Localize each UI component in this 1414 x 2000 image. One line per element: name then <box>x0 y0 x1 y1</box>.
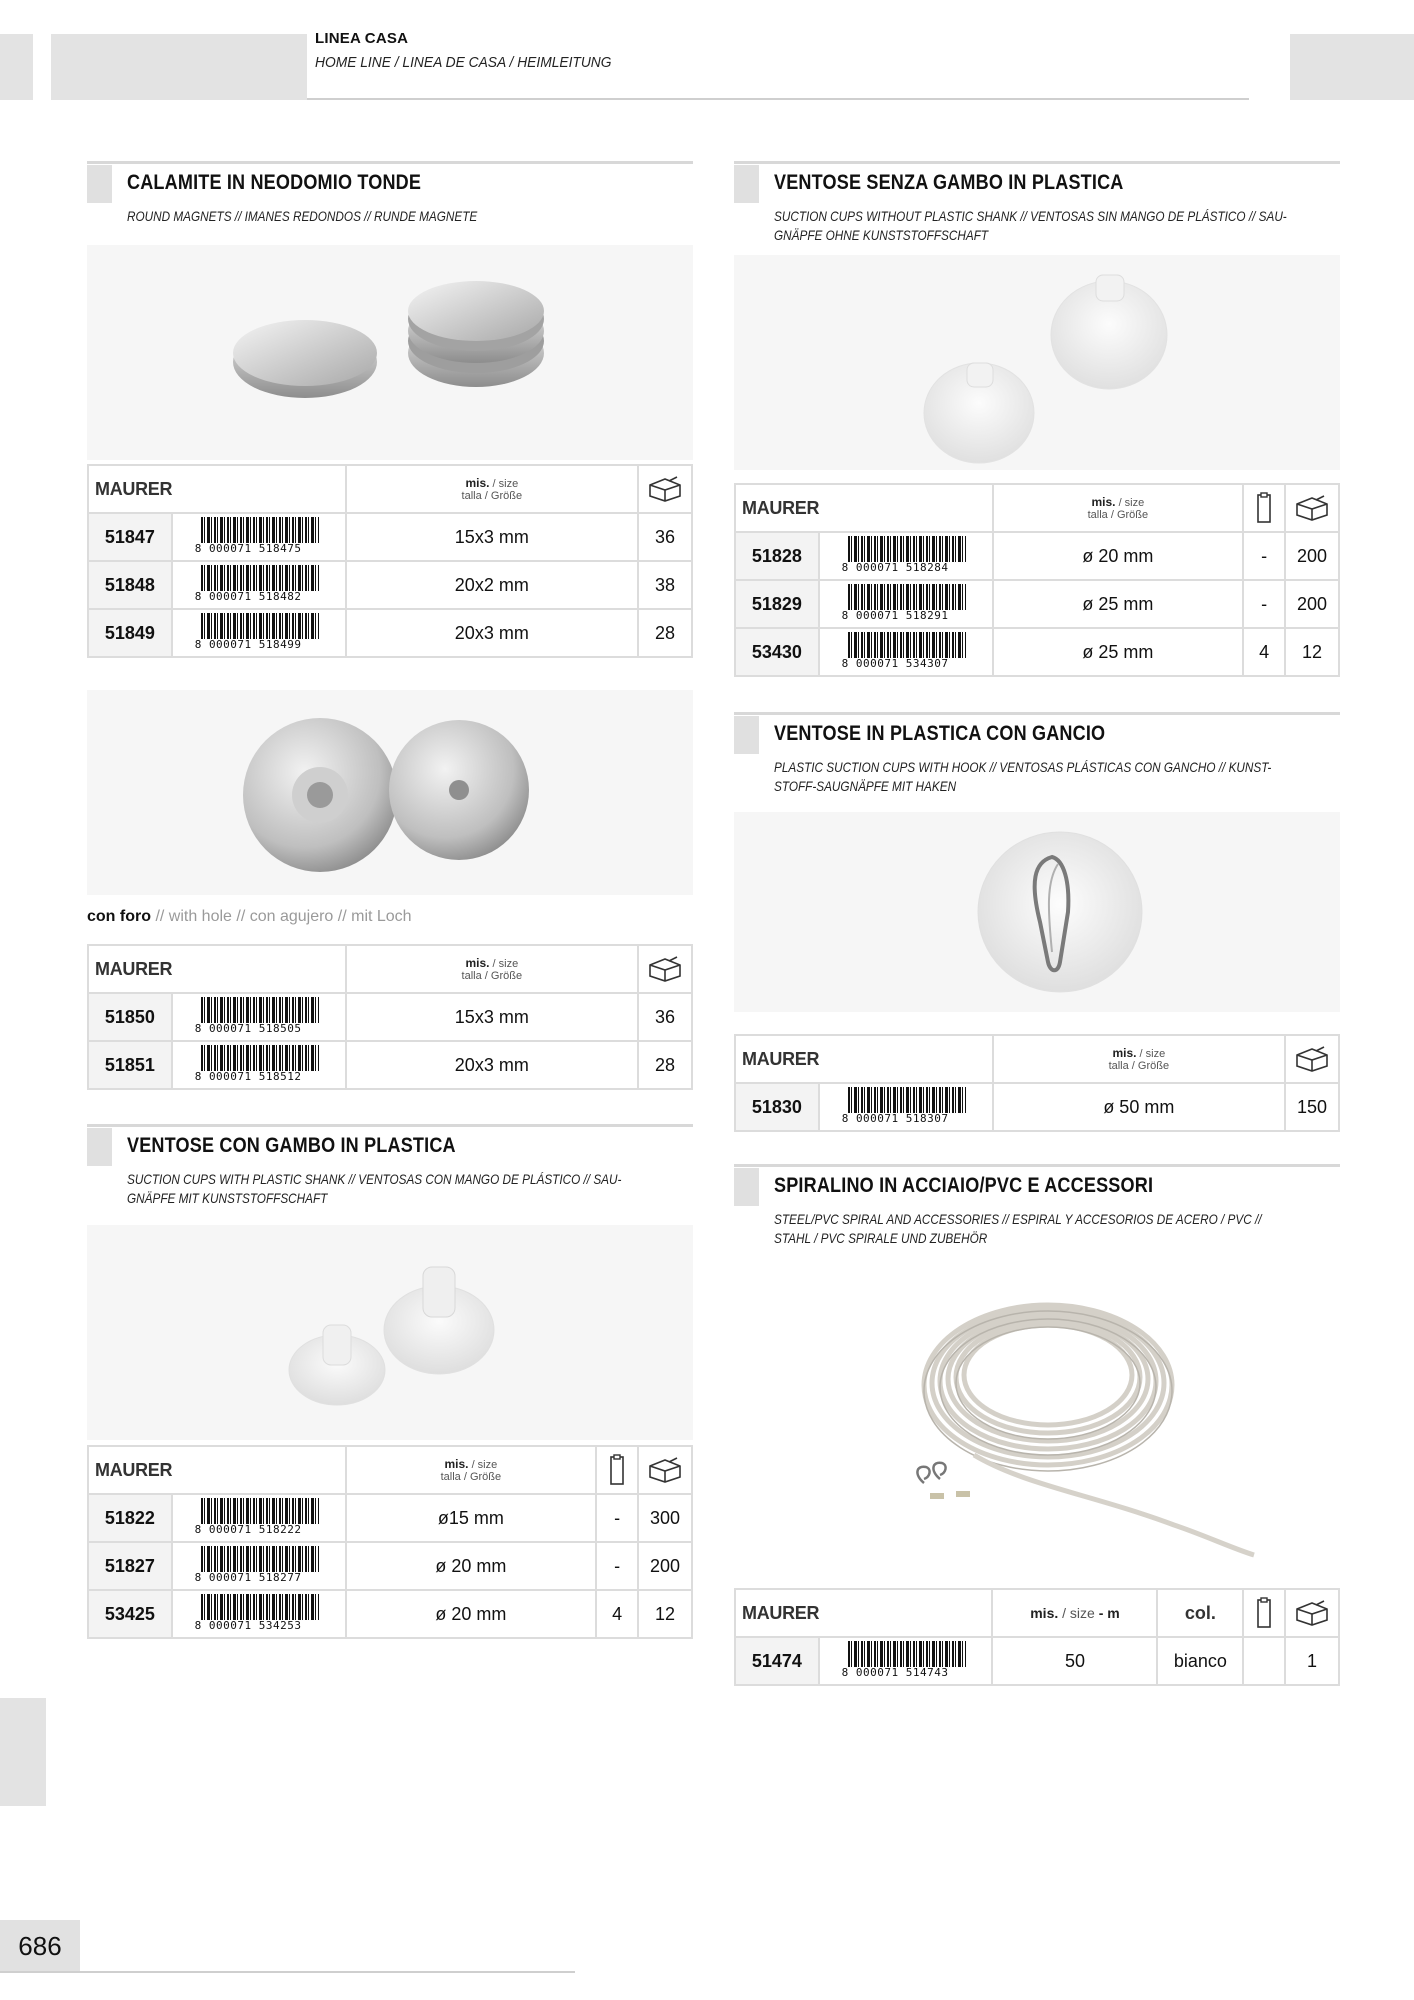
header-divider <box>307 98 1249 100</box>
with-hole-caption: con foro // with hole // con agujero // mit Loch <box>87 908 412 925</box>
product-code: 51822 <box>88 1494 172 1542</box>
blister-pack-icon <box>1243 1589 1285 1637</box>
product-size: 15x3 mm <box>346 513 639 561</box>
blister-pack-icon <box>1243 484 1285 532</box>
page-header-title: LINEA CASA <box>315 30 409 47</box>
section-title: VENTOSE CON GAMBO IN PLASTICA <box>127 1134 456 1157</box>
product-code: 53425 <box>88 1590 172 1638</box>
box-quantity: 36 <box>638 513 692 561</box>
size-column-header: mis. / size talla / Größe <box>346 1446 597 1494</box>
ean-barcode: 8 000071 534307 <box>819 628 993 676</box>
box-quantity: 200 <box>638 1542 692 1590</box>
size-column-header: mis. / size talla / Größe <box>346 465 639 513</box>
pack-quantity: - <box>1243 532 1285 580</box>
section-marker <box>734 1168 759 1206</box>
table-row <box>735 1083 1339 1131</box>
brand-logo: MAURER <box>88 945 346 993</box>
box-quantity: 28 <box>638 1041 692 1089</box>
footer-divider <box>0 1971 575 1973</box>
section-title: SPIRALINO IN ACCIAIO/PVC E ACCESSORI <box>774 1174 1154 1197</box>
brand-logo: MAURER <box>735 484 993 532</box>
color-column-header: col. <box>1157 1589 1243 1637</box>
section-subtitle: PLASTIC SUCTION CUPS WITH HOOK // VENTOSAS PLÁSTICAS CON GANCHO // KUNST- STOFF-SAUGNÄPFE MIT HAKEN <box>774 759 1272 794</box>
pack-quantity: - <box>596 1542 638 1590</box>
product-size: ø 20 mm <box>993 532 1244 580</box>
box-quantity: 12 <box>1285 628 1339 676</box>
product-size: ø 25 mm <box>993 628 1244 676</box>
section-subtitle: SUCTION CUPS WITH PLASTIC SHANK // VENTOSAS CON MANGO DE PLÁSTICO // SAU- GNÄPFE MIT KUNSTSTOFFSCHAFT <box>127 1171 622 1206</box>
ean-barcode: 8 000071 518475 <box>172 513 346 561</box>
suction-with-hook-photo <box>734 812 1340 1012</box>
table-row <box>88 561 692 609</box>
side-tab-left <box>0 1698 46 1806</box>
section-title: VENTOSE SENZA GAMBO IN PLASTICA <box>774 171 1124 194</box>
brand-logo: MAURER <box>88 465 346 513</box>
box-quantity: 12 <box>638 1590 692 1638</box>
ean-barcode: 8 000071 518482 <box>172 561 346 609</box>
box-icon <box>1285 1589 1339 1637</box>
product-code: 51851 <box>88 1041 172 1089</box>
blister-pack-icon <box>596 1446 638 1494</box>
section-rule <box>734 1164 1340 1167</box>
product-size: ø 20 mm <box>346 1590 597 1638</box>
box-quantity: 28 <box>638 609 692 657</box>
product-length: 50 <box>992 1637 1157 1685</box>
section-marker <box>734 165 759 203</box>
section-rule <box>734 712 1340 715</box>
page-header-subtitle: HOME LINE / LINEA DE CASA / HEIMLEITUNG <box>315 54 612 71</box>
brand-logo: MAURER <box>735 1035 993 1083</box>
table-row <box>735 532 1339 580</box>
section-title: VENTOSE IN PLASTICA CON GANCIO <box>774 722 1106 745</box>
section-marker <box>734 716 759 754</box>
table-row <box>88 1041 692 1089</box>
table-row <box>735 580 1339 628</box>
page-number: 686 <box>0 1920 80 1972</box>
brand-logo: MAURER <box>88 1446 346 1494</box>
box-icon <box>1285 1035 1339 1083</box>
product-code: 51828 <box>735 532 819 580</box>
section-rule <box>734 161 1340 164</box>
product-size: 20x3 mm <box>346 1041 639 1089</box>
section-subtitle: ROUND MAGNETS // IMANES REDONDOS // RUNDE MAGNETE <box>127 208 478 224</box>
product-code: 51850 <box>88 993 172 1041</box>
pack-quantity: - <box>1243 580 1285 628</box>
table-row <box>88 993 692 1041</box>
pack-quantity: 4 <box>596 1590 638 1638</box>
product-code: 51830 <box>735 1083 819 1131</box>
suction-with-hook-table <box>734 1034 1340 1132</box>
box-icon <box>638 945 692 993</box>
ean-barcode: 8 000071 518512 <box>172 1041 346 1089</box>
product-size: 20x2 mm <box>346 561 639 609</box>
product-color: bianco <box>1157 1637 1243 1685</box>
corner-tab-right <box>1290 34 1414 100</box>
size-column-header: mis. / size talla / Größe <box>346 945 639 993</box>
size-column-header: mis. / size talla / Größe <box>993 1035 1286 1083</box>
box-quantity: 1 <box>1285 1637 1339 1685</box>
section-title: CALAMITE IN NEODOMIO TONDE <box>127 171 422 194</box>
suction-without-shank-photo <box>734 255 1340 470</box>
box-quantity: 150 <box>1285 1083 1339 1131</box>
product-code: 51829 <box>735 580 819 628</box>
round-magnets-table <box>87 464 693 658</box>
product-code: 51827 <box>88 1542 172 1590</box>
corner-tab-left <box>0 34 33 100</box>
round-magnets-photo <box>87 245 693 460</box>
ean-barcode: 8 000071 518284 <box>819 532 993 580</box>
pack-quantity: 4 <box>1243 628 1285 676</box>
box-quantity: 200 <box>1285 580 1339 628</box>
ean-barcode: 8 000071 518307 <box>819 1083 993 1131</box>
suction-with-shank-photo <box>87 1225 693 1440</box>
table-row <box>88 1590 692 1638</box>
table-row <box>88 513 692 561</box>
box-quantity: 36 <box>638 993 692 1041</box>
section-marker <box>87 165 112 203</box>
ean-barcode: 8 000071 518277 <box>172 1542 346 1590</box>
box-quantity: 200 <box>1285 532 1339 580</box>
product-code: 51847 <box>88 513 172 561</box>
section-rule <box>87 161 693 164</box>
suction-without-shank-table <box>734 483 1340 677</box>
product-code: 53430 <box>735 628 819 676</box>
pack-quantity <box>1243 1637 1285 1685</box>
product-code: 51474 <box>735 1637 819 1685</box>
table-row <box>88 1494 692 1542</box>
ean-barcode: 8 000071 518291 <box>819 580 993 628</box>
section-subtitle: STEEL/PVC SPIRAL AND ACCESSORIES // ESPIRAL Y ACCESORIOS DE ACERO / PVC // STAHL / PVC SPIRALE UND ZUBEHÖR <box>774 1211 1262 1246</box>
table-row <box>88 609 692 657</box>
box-quantity: 38 <box>638 561 692 609</box>
ean-barcode: 8 000071 518499 <box>172 609 346 657</box>
suction-with-shank-table <box>87 1445 693 1639</box>
box-quantity: 300 <box>638 1494 692 1542</box>
magnets-with-hole-photo <box>87 690 693 895</box>
brand-logo: MAURER <box>735 1589 992 1637</box>
ean-barcode: 8 000071 514743 <box>819 1637 993 1685</box>
magnets-with-hole-table <box>87 944 693 1090</box>
section-rule <box>87 1124 693 1127</box>
table-row <box>735 628 1339 676</box>
pack-quantity: - <box>596 1494 638 1542</box>
product-size: ø15 mm <box>346 1494 597 1542</box>
header-tab-block <box>51 34 307 100</box>
product-size: 15x3 mm <box>346 993 639 1041</box>
size-column-header: mis. / size - m <box>992 1589 1157 1637</box>
size-column-header: mis. / size talla / Größe <box>993 484 1244 532</box>
table-row <box>735 1637 1339 1685</box>
product-size: ø 20 mm <box>346 1542 597 1590</box>
product-code: 51848 <box>88 561 172 609</box>
ean-barcode: 8 000071 518222 <box>172 1494 346 1542</box>
product-size: ø 50 mm <box>993 1083 1286 1131</box>
product-size: 20x3 mm <box>346 609 639 657</box>
box-icon <box>638 1446 692 1494</box>
spiral-photo <box>734 1265 1340 1575</box>
spiral-table <box>734 1588 1340 1686</box>
box-icon <box>1285 484 1339 532</box>
box-icon <box>638 465 692 513</box>
product-size: ø 25 mm <box>993 580 1244 628</box>
section-marker <box>87 1128 112 1166</box>
ean-barcode: 8 000071 518505 <box>172 993 346 1041</box>
ean-barcode: 8 000071 534253 <box>172 1590 346 1638</box>
section-subtitle: SUCTION CUPS WITHOUT PLASTIC SHANK // VENTOSAS SIN MANGO DE PLÁSTICO // SAU- GNÄPFE OHNE KUNSTSTOFFSCHAFT <box>774 208 1287 243</box>
table-row <box>88 1542 692 1590</box>
product-code: 51849 <box>88 609 172 657</box>
